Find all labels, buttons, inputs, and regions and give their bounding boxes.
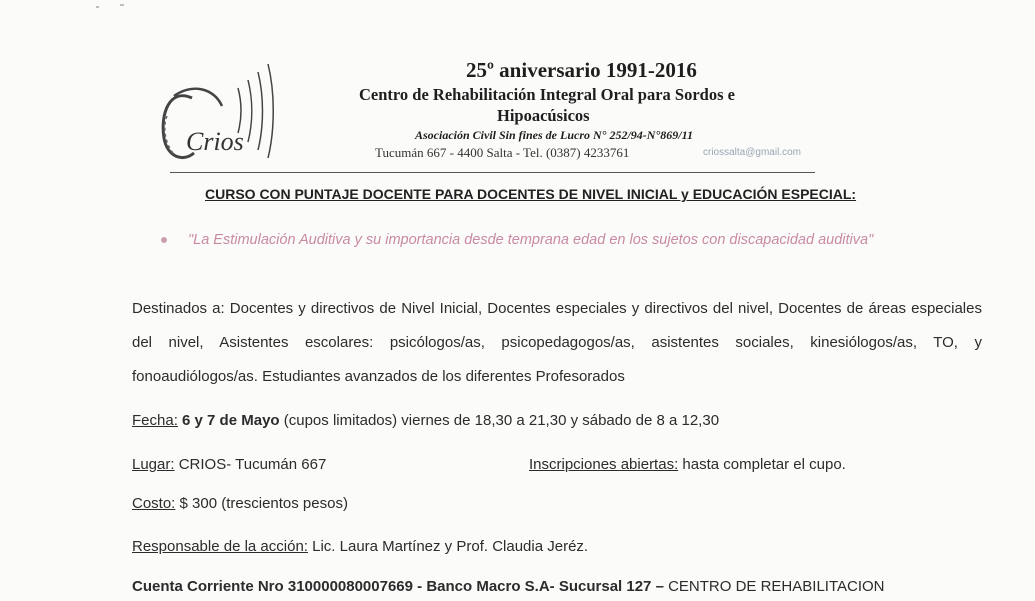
scan-speck: [120, 4, 124, 6]
cuenta-line: [132, 578, 885, 595]
anniversary-title: 25º aniversario 1991-2016: [466, 58, 697, 82]
address-phone: Tucumán 667 - 4400 Salta - Tel. (0387) 4233761: [375, 145, 630, 160]
costo-label: Costo:: [132, 495, 176, 512]
fecha-line: [132, 412, 719, 429]
email-address: criossalta@gmail.com: [703, 147, 801, 158]
association-registration: Asociación Civil Sin fines de Lucro N° 252/94-N°869/11: [415, 128, 693, 142]
crios-logo: [152, 58, 284, 166]
audience-paragraph: Destinados a: Docentes y directivos de Nivel Inicial, Docentes especiales y directivos del nivel, Docentes de áreas especiales del nivel, Asistentes escolares: psicólogos/as, psicopedagogos/as, asistentes sociales, kinesiólogos/as, TO, y fonoaudiólogos/as. Estudiantes avanzados de los diferentes Profesorados: [132, 300, 982, 385]
inscripciones-label: Inscripciones abiertas:: [529, 456, 679, 473]
center-name-line1: Centro de Rehabilitación Integral Oral para Sordos e: [359, 85, 735, 104]
responsable-line: [132, 538, 588, 555]
center-name-line2: Hipoacúsicos: [497, 106, 590, 125]
fecha-value: 6 y 7 de Mayo: [182, 412, 280, 429]
lugar-label: Lugar:: [132, 456, 175, 473]
inscripciones-line: [529, 456, 846, 473]
course-title: CURSO CON PUNTAJE DOCENTE PARA DOCENTES DE NIVEL INICIAL y EDUCACIÓN ESPECIAL:: [205, 186, 857, 202]
fecha-label: Fecha:: [132, 412, 178, 429]
inscripciones-value: hasta completar el cupo.: [682, 456, 846, 473]
lugar-line: [132, 456, 326, 473]
responsable-label: Responsable de la acción:: [132, 538, 308, 555]
logo-wordmark: Crios: [186, 127, 244, 156]
responsable-value: Lic. Laura Martínez y Prof. Claudia Jeréz.: [312, 538, 589, 555]
header-divider: [170, 172, 815, 173]
cuenta-account: Cuenta Corriente Nro 310000080007669 - Banco Macro S.A- Sucursal 127 –: [132, 578, 664, 595]
costo-value: $ 300 (trescientos pesos): [179, 495, 348, 512]
costo-line: [132, 495, 348, 512]
course-topic: "La Estimulación Auditiva y su importancia desde temprana edad en los sujetos con discapacidad auditiva": [188, 232, 874, 248]
lugar-value: CRIOS- Tucumán 667: [178, 456, 327, 473]
scan-speck: [96, 6, 99, 8]
fecha-note: (cupos limitados) viernes de 18,30 a 21,30 y sábado de 8 a 12,30: [283, 412, 720, 429]
cuenta-holder: CENTRO DE REHABILITACION: [668, 578, 885, 595]
bullet-icon: [161, 237, 167, 243]
